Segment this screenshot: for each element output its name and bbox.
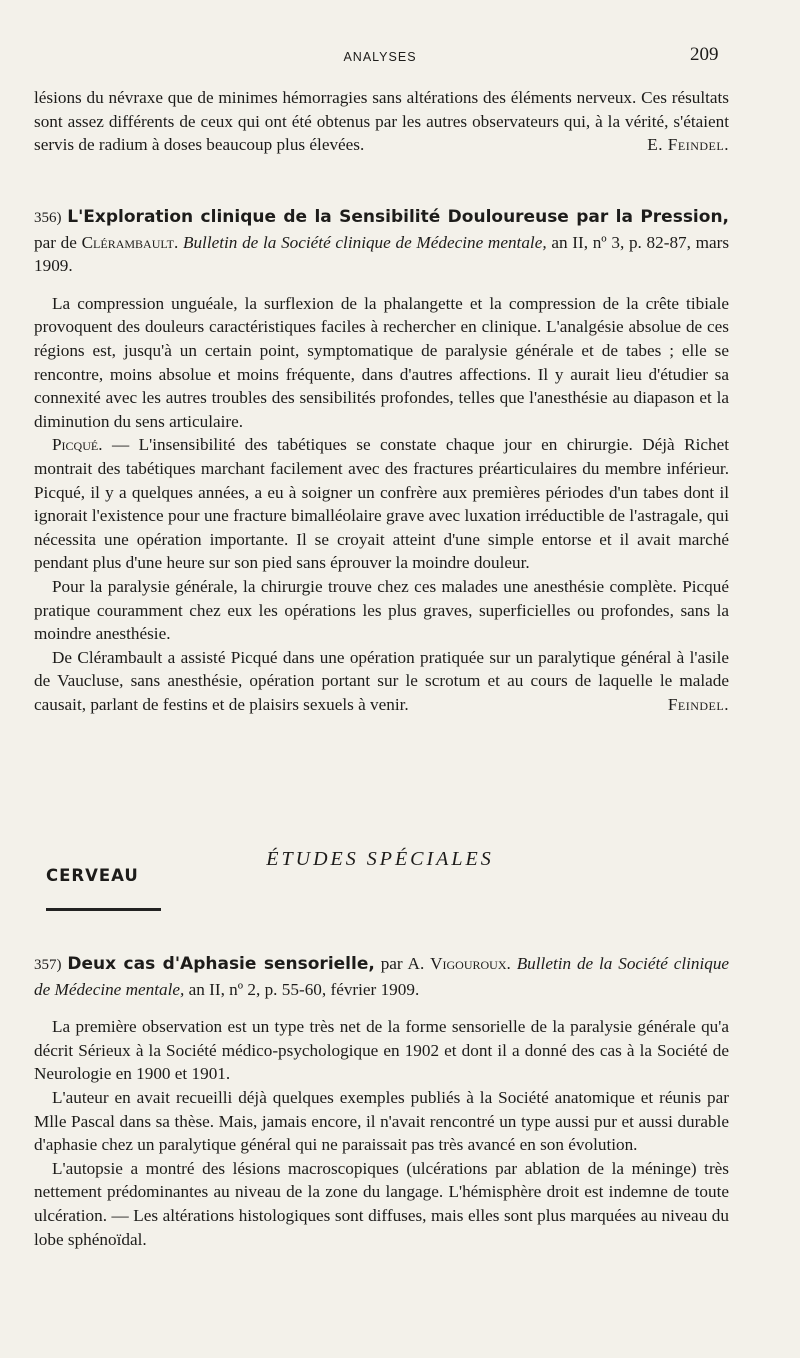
article-356-by: par de: [34, 232, 77, 252]
article-357-paragraph-1: La première observation est un type très net de la forme sensorielle de la paralysie générale qu'a décrit Sérieux à la Société médico-psychologique en 1902 et dont il a donné des cas à la Société de Neurologie en 1900 et 1901.: [34, 1017, 729, 1084]
signature-feindel-2: Feindel.: [667, 694, 729, 714]
article-357-paragraph-3: L'autopsie a montré des lésions macroscopiques (ulcérations par ablation de la méninge) très nettement prédominantes au niveau de la zone du langage. L'hémisphère droit est indemne de toute ulcération. — Les altérations histologiques sont diffuses, mais elles sont plus marquées au niveau du lobe sphénoïdal.: [34, 1158, 729, 1249]
article-357-heading: [34, 952, 729, 1001]
article-357-ref: an II, nº 2, p. 55-60, février 1909.: [188, 979, 420, 999]
article-356-paragraph-4-text: De Clérambault a assisté Picqué dans une opération pratiquée sur un paralytique général à l'asile de Vaucluse, sans anesthésie, opération portant sur le scrotum et au cours de laquelle le malade causait, parlant de festins et de plaisirs sexuels à venir.: [34, 647, 729, 714]
article-357-author: Vigouroux.: [430, 954, 511, 973]
carryover-paragraph: [34, 86, 729, 157]
article-356-ref: an II, nº 3, p. 82-87, mars 1909.: [34, 232, 730, 276]
subtitle-underline: [46, 908, 161, 911]
article-357-paragraph-2: L'auteur en avait recueilli déjà quelques exemples publiés à la Société anatomique et réunis par Mlle Pascal dans sa thèse. Mais, jamais encore, il n'avait rencontré un type aussi pur et aussi durable d'aphasie chez un paralytique général qui ne paraissait pas très avancé en son évolution.: [34, 1087, 729, 1155]
article-356-author: Clérambault.: [81, 232, 179, 252]
section-title: ÉTUDES SPÉCIALES: [266, 848, 494, 870]
article-356-title: L'Exploration clinique de la Sensibilité Douloureuse par la Pression,: [67, 207, 729, 227]
article-356-paragraph-4: [34, 646, 729, 717]
page-number: 209: [690, 44, 719, 65]
article-356-number: 356): [34, 210, 62, 226]
section-subtitle: CERVEAU: [46, 866, 139, 885]
article-356: [34, 205, 729, 716]
article-357-journal: Bulletin de la Société clinique de Médecine mentale,: [34, 954, 730, 999]
article-356-journal: Bulletin de la Société clinique de Médecine mentale,: [182, 232, 547, 252]
article-356-paragraph-3: Pour la paralysie générale, la chirurgie trouve chez ces malades une anesthésie complète. Picqué pratique couramment chez eux les opérations les plus graves, superficielles ou profondes, sans la moindre anesthésie.: [34, 576, 729, 644]
picque-name: Picqué.: [52, 435, 103, 455]
article-357: [34, 952, 729, 1251]
running-title: ANALYSES: [343, 50, 417, 64]
signature-feindel-1: E. Feindel.: [647, 135, 729, 155]
article-357-number: 357): [34, 957, 62, 973]
article-356-heading: [34, 205, 729, 278]
article-356-picque-paragraph: [34, 433, 729, 575]
article-356-paragraph-1: La compression unguéale, la surflexion de la phalangette et la compression de la crête tibiale provoquent des douleurs caractéristiques faciles à rechercher en clinique. L'analgésie absolue de ces régions est, jusqu'à un certain point, symptomatique de paralysie générale et de tabes ; elle se rencontre, moins absolue et moins fréquente, dans d'autres affections. Il y aurait lieu d'étudier sa connexité avec les autres troubles des sensibilités profondes, telles que l'anesthésie au diapason et la diminution du sens articulaire.: [34, 293, 729, 431]
article-357-title: Deux cas d'Aphasie sensorielle,: [67, 954, 375, 974]
picque-text: — L'insensibilité des tabétiques se constate chaque jour en chirurgie. Déjà Richet montrait des tabétiques marchant facilement avec des fractures préarticulaires du membre inférieur. Picqué, il y a quelques années, a eu à soigner un confrère aux premières périodes d'un tabes dont il ignorait l'existence pour une fracture bimalléolaire grave avec luxation irréductible de l'astragale, qui nécessita une opération importante. Il se croyait atteint d'une simple entorse et il avait marché pendant plus d'une heure sur son pied sans éprouver la moindre douleur.: [34, 435, 730, 573]
carryover-block: [34, 86, 729, 157]
carryover-text: lésions du névraxe que de minimes hémorragies sans altérations des éléments nerveux. Ces résultats sont assez différents de ceux qui ont été obtenus par les autres observateurs qui, à la vérité, s'étaient servis de radium à doses beaucoup plus élevées.: [34, 88, 729, 155]
article-357-by: par A.: [380, 954, 425, 973]
